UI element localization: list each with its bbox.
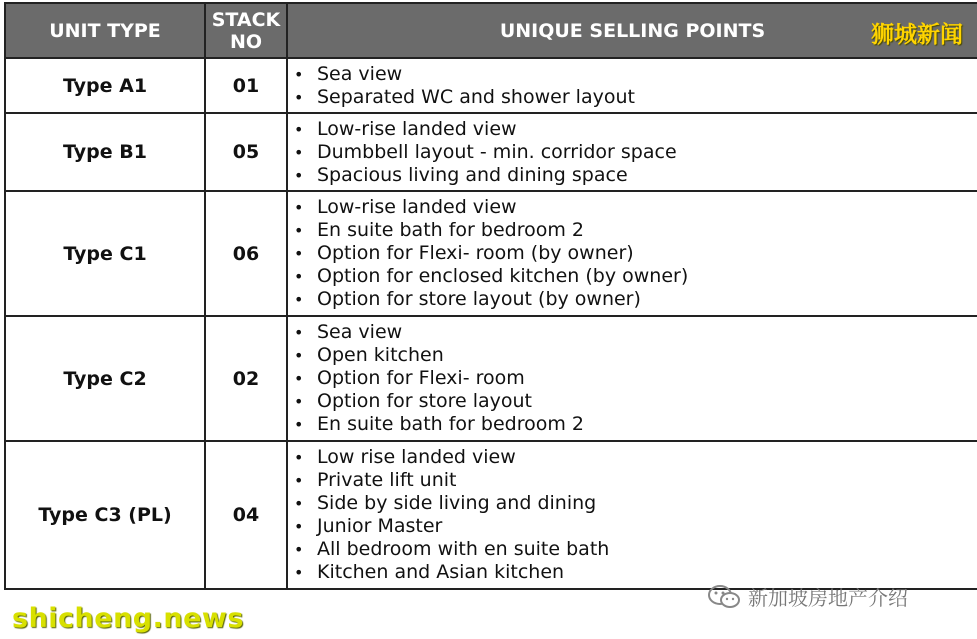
header-stack-no [205, 3, 287, 58]
table-row [5, 316, 977, 441]
usp-table [4, 2, 977, 590]
usp-item: • Kitchen and Asian kitchen [288, 561, 977, 584]
watermark-top-right: 狮城新闻 [871, 22, 963, 48]
table-row [5, 441, 977, 589]
usp-item: • Sea view [288, 321, 977, 344]
usp-item: • Low rise landed view [288, 446, 977, 469]
usp-item: • Option for store layout [288, 390, 977, 413]
usp-cell [287, 191, 977, 316]
unit-type-cell: Type C1 [5, 191, 205, 316]
watermark-credit [706, 582, 908, 611]
usp-item: • Separated WC and shower layout [288, 86, 977, 109]
table-row [5, 191, 977, 316]
unit-type-cell: Type A1 [5, 58, 205, 113]
usp-list [288, 63, 977, 109]
usp-item: • Open kitchen [288, 344, 977, 367]
unit-type-cell: Type C2 [5, 316, 205, 441]
watermark-bottom-left: shicheng.news [12, 603, 244, 634]
usp-list [288, 446, 977, 584]
stack-no-cell: 02 [205, 316, 287, 441]
header-stack-line2: NO [229, 30, 263, 53]
header-stack-line1: STACK [211, 8, 281, 31]
usp-item: • Private lift unit [288, 469, 977, 492]
usp-cell [287, 58, 977, 113]
usp-table-container [4, 2, 977, 590]
usp-item: • Option for Flexi- room (by owner) [288, 242, 977, 265]
usp-item: • En suite bath for bedroom 2 [288, 219, 977, 242]
stack-no-cell: 06 [205, 191, 287, 316]
usp-item: • En suite bath for bedroom 2 [288, 413, 977, 436]
stack-no-cell: 04 [205, 441, 287, 589]
header-usp: UNIQUE SELLING POINTS [287, 3, 977, 58]
usp-item: • Option for Flexi- room [288, 367, 977, 390]
usp-item: • Junior Master [288, 515, 977, 538]
usp-list [288, 321, 977, 436]
usp-list [288, 118, 977, 187]
usp-list [288, 196, 977, 311]
usp-cell [287, 316, 977, 441]
usp-item: • Low-rise landed view [288, 196, 977, 219]
usp-item: • Side by side living and dining [288, 492, 977, 515]
usp-item: • Option for enclosed kitchen (by owner) [288, 265, 977, 288]
usp-item: • All bedroom with en suite bath [288, 538, 977, 561]
stack-no-cell: 01 [205, 58, 287, 113]
usp-item: • Spacious living and dining space [288, 164, 977, 187]
table-row [5, 113, 977, 191]
table-row [5, 58, 977, 113]
usp-item: • Dumbbell layout - min. corridor space [288, 141, 977, 164]
unit-type-cell: Type B1 [5, 113, 205, 191]
usp-cell [287, 113, 977, 191]
usp-item: • Option for store layout (by owner) [288, 288, 977, 311]
credit-text: 新加坡房地产介绍 [748, 586, 908, 610]
header-row [5, 3, 977, 58]
usp-item: • Low-rise landed view [288, 118, 977, 141]
unit-type-cell: Type C3 (PL) [5, 441, 205, 589]
header-unit-type: UNIT TYPE [5, 3, 205, 58]
usp-cell [287, 441, 977, 589]
wechat-icon [706, 583, 742, 611]
stack-no-cell: 05 [205, 113, 287, 191]
usp-item: • Sea view [288, 63, 977, 86]
